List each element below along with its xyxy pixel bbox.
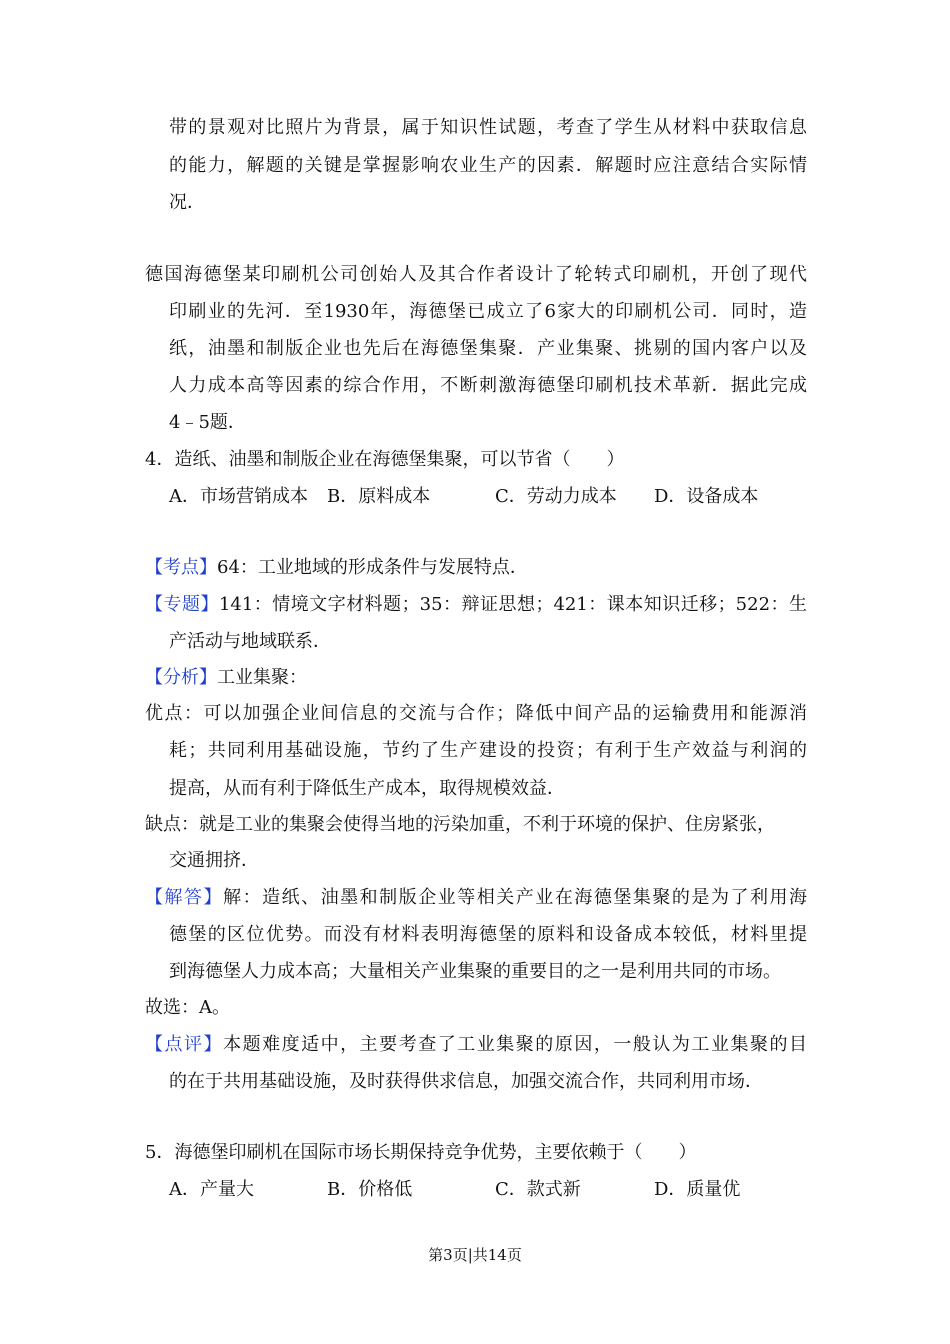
- q5-option-b: B．价格低: [327, 1179, 413, 1200]
- q4-option-a: A．市场营销成本: [169, 486, 308, 507]
- jieda-line: 德堡的区位优势。而没有材料表明海德堡的原料和设备成本较低，材料里提: [169, 924, 807, 945]
- comment-line: 况．: [169, 192, 205, 213]
- zhuanti-tag: 【专题】: [145, 594, 219, 615]
- q4-option-d: D．设备成本: [654, 486, 759, 507]
- question-4-stem: 4．造纸、油墨和制版企业在海德堡集聚，可以节省（ ）: [145, 449, 625, 470]
- answer: 故选：A。: [145, 997, 230, 1018]
- pros-line: 耗；共同利用基础设施，节约了生产建设的投资；有利于生产效益与利润的: [169, 740, 807, 761]
- fenxi-tag: 【分析】: [145, 667, 217, 688]
- dianping: [145, 1033, 807, 1057]
- cons-line: 缺点：就是工业的集聚会使得当地的污染加重，不利于环境的保护、住房紧张，: [145, 814, 775, 835]
- kaodian-text: 64：工业地域的形成条件与发展特点．: [217, 557, 528, 578]
- jieda: [145, 886, 807, 910]
- fenxi-text: 工业集聚：: [217, 667, 307, 688]
- material-line: 纸，油墨和制版企业也先后在海德堡集聚．产业集聚、挑剔的国内客户以及: [169, 338, 807, 359]
- material-line: 印刷业的先河．至1930年，海德堡已成立了6家大的印刷机公司．同时，造: [169, 301, 807, 322]
- zhuanti: [145, 593, 807, 617]
- jieda-line: 到海德堡人力成本高；大量相关产业集聚的重要目的之一是利用共同的市场。: [169, 961, 781, 982]
- kaodian-tag: 【考点】: [145, 557, 217, 578]
- comment-line: 的能力，解题的关键是掌握影响农业生产的因素．解题时应注意结合实际情: [169, 155, 807, 176]
- dianping-line: 的在于共用基础设施，及时获得供求信息，加强交流合作，共同利用市场．: [169, 1071, 763, 1092]
- jieda-tag: 【解答】: [145, 887, 224, 908]
- cons-line: 交通拥挤．: [169, 850, 259, 871]
- q5-option-d: D．质量优: [654, 1179, 741, 1200]
- question-5-stem: 5．海德堡印刷机在国际市场长期保持竞争优势，主要依赖于（ ）: [145, 1142, 697, 1163]
- fenxi: [145, 666, 307, 690]
- zhuanti-text: 141：情境文字材料题；35：辩证思想；421：课本知识迁移；522：生: [218, 594, 807, 615]
- material-line: 德国海德堡某印刷机公司创始人及其合作者设计了轮转式印刷机，开创了现代: [145, 264, 807, 285]
- q5-option-a: A．产量大: [169, 1179, 254, 1200]
- q5-option-c: C．款式新: [495, 1179, 581, 1200]
- kaodian: [145, 556, 528, 580]
- pros-line: 优点：可以加强企业间信息的交流与合作；降低中间产品的运输费用和能源消: [145, 703, 807, 724]
- pros-line: 提高，从而有利于降低生产成本，取得规模效益．: [169, 778, 565, 799]
- dianping-text: 本题难度适中，主要考查了工业集聚的原因，一般认为工业集聚的目: [223, 1034, 807, 1055]
- q4-option-c: C．劳动力成本: [495, 486, 617, 507]
- jieda-text: 解：造纸、油墨和制版企业等相关产业在海德堡集聚的是为了利用海: [223, 887, 807, 908]
- q4-option-b: B．原料成本: [327, 486, 431, 507]
- material-line: 人力成本高等因素的综合作用，不断刺激海德堡印刷机技术革新．据此完成: [169, 375, 807, 396]
- zhuanti-line: 产活动与地域联系．: [169, 631, 331, 652]
- page-footer: 第3页|共14页: [428, 1246, 522, 1264]
- dianping-tag: 【点评】: [145, 1034, 224, 1055]
- material-line: 4﹣5题．: [169, 412, 246, 433]
- comment-line: 带的景观对比照片为背景，属于知识性试题，考查了学生从材料中获取信息: [169, 117, 807, 138]
